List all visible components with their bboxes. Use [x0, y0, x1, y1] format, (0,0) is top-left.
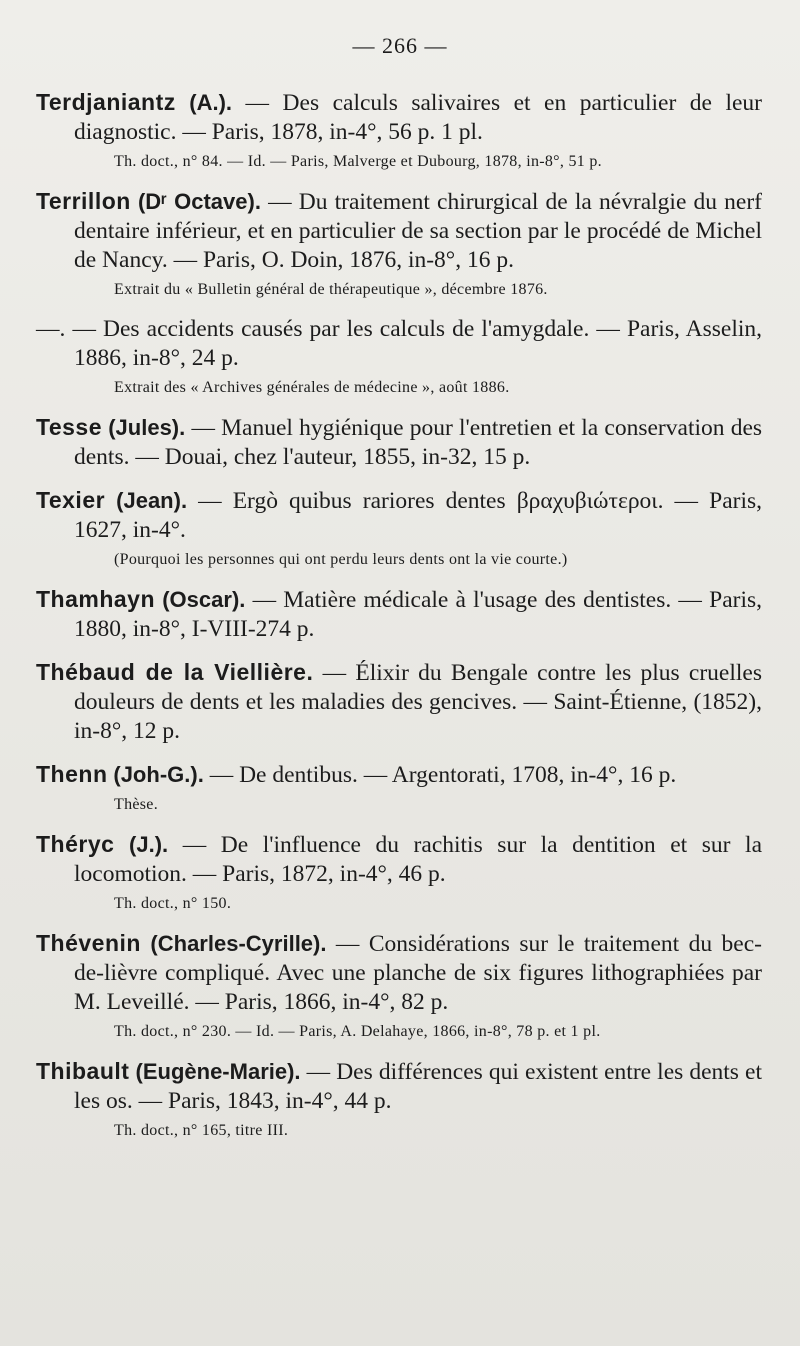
- entry-terdjaniantz: [36, 88, 762, 173]
- entry-name: Texier: [36, 487, 106, 513]
- entry-main: [36, 187, 762, 275]
- entry-note: Extrait des « Archives générales de médecine », août 1886.: [114, 379, 510, 396]
- entry-first-name: (Oscar).: [162, 587, 246, 612]
- entry-main: [36, 585, 762, 644]
- entry-thevenin: [36, 929, 762, 1043]
- entry-first-name: (Jean).: [116, 488, 188, 513]
- entry-first-name: (A.).: [189, 90, 233, 115]
- entry-name: Thévenin: [36, 930, 141, 956]
- entry-text: — De l'influence du rachitis sur la dentition et sur la locomotion. — Paris, 1872, in-4°, 46 p.: [74, 832, 762, 887]
- entry-text: — Matière médicale à l'usage des dentistes. — Paris, 1880, in-8°, I-VIII-274 p.: [74, 587, 762, 642]
- entry-first-name: (Dʳ Octave).: [137, 189, 261, 214]
- entry-note: Th. doct., n° 150.: [114, 895, 232, 912]
- entry-first-name: (Charles-Cyrille).: [150, 931, 327, 956]
- entry-main: [36, 760, 762, 790]
- entry-name: Tesse: [36, 414, 103, 440]
- entry-theryc: [36, 830, 762, 915]
- entry-terrillon: [36, 187, 762, 301]
- entry-text: — Des différences qui existent entre les dents et les os. — Paris, 1843, in-4°, 44 p.: [74, 1059, 762, 1114]
- entry-text: — Élixir du Bengale contre les plus cruelles douleurs de dents et les maladies des gencives. — Saint-Étienne, (1852), in-8°, 12 p.: [74, 660, 762, 744]
- entry-name: Théryc: [36, 831, 115, 857]
- entry-name: Terrillon: [36, 188, 131, 214]
- entry-thenn: [36, 760, 762, 816]
- entry-terrillon-2: [36, 315, 762, 399]
- entry-note: Th. doct., n° 165, titre III.: [114, 1122, 289, 1139]
- entry-note: Thèse.: [114, 796, 159, 813]
- entry-thamhayn: [36, 585, 762, 644]
- bibliography-list: [36, 88, 762, 1142]
- entry-main: [36, 486, 762, 545]
- entry-main: [36, 88, 762, 147]
- entry-main: [36, 929, 762, 1017]
- entry-name: Thenn: [36, 761, 108, 787]
- entry-main: [36, 658, 762, 746]
- entry-first-name: (J.).: [129, 832, 169, 857]
- entry-text: — Ergò quibus rariores dentes βραχυβιώτεροι. — Paris, 1627, in-4°.: [74, 488, 763, 543]
- entry-note: Extrait du « Bulletin général de thérapeutique », décembre 1876.: [114, 281, 548, 298]
- entry-text: — Considérations sur le traitement du bec-de-lièvre compliqué. Avec une planche de six figures lithographiées par M. Leveillé. — Paris, 1866, in-4°, 82 p.: [74, 931, 762, 1015]
- entry-first-name: (Joh-G.).: [113, 762, 204, 787]
- entry-tesse: [36, 413, 762, 472]
- entry-main: [36, 1057, 762, 1116]
- entry-first-name: (Jules).: [108, 415, 186, 440]
- entry-name: Thébaud de la Viellière.: [36, 659, 314, 685]
- entry-thebaud: [36, 658, 762, 746]
- entry-thibault: [36, 1057, 762, 1142]
- entry-main: [36, 830, 762, 889]
- entry-main: [36, 315, 762, 373]
- entry-name: Terdjaniantz: [36, 89, 176, 115]
- entry-texier: [36, 486, 762, 571]
- entry-first-name: (Eugène-Marie).: [135, 1059, 301, 1084]
- entry-name: Thibault: [36, 1058, 130, 1084]
- entry-note: (Pourquoi les personnes qui ont perdu leurs dents ont la vie courte.): [114, 551, 568, 568]
- entry-note: Th. doct., n° 84. — Id. — Paris, Malverge et Dubourg, 1878, in-8°, 51 p.: [114, 153, 602, 170]
- entry-text: — Manuel hygiénique pour l'entretien et la conservation des dents. — Douai, chez l'auteur, 1855, in-32, 15 p.: [74, 415, 763, 470]
- entry-text: — Des calculs salivaires et en particulier de leur diagnostic. — Paris, 1878, in-4°, 56 p. 1 pl.: [74, 90, 763, 145]
- entry-text: — Du traitement chirurgical de la névralgie du nerf dentaire inférieur, et en particulier de sa section par le procédé de Michel de Nancy. — Paris, O. Doin, 1876, in-8°, 16 p.: [74, 189, 763, 273]
- entry-name: Thamhayn: [36, 586, 156, 612]
- page-number: — 266 —: [352, 33, 448, 58]
- entry-text: — De dentibus. — Argentorati, 1708, in-4°, 16 p.: [203, 762, 677, 788]
- entry-text: —. — Des accidents causés par les calculs de l'amygdale. — Paris, Asselin, 1886, in-8°, 24 p.: [36, 316, 762, 371]
- entry-note: Th. doct., n° 230. — Id. — Paris, A. Delahaye, 1866, in-8°, 78 p. et 1 pl.: [114, 1023, 601, 1040]
- entry-main: [36, 413, 762, 472]
